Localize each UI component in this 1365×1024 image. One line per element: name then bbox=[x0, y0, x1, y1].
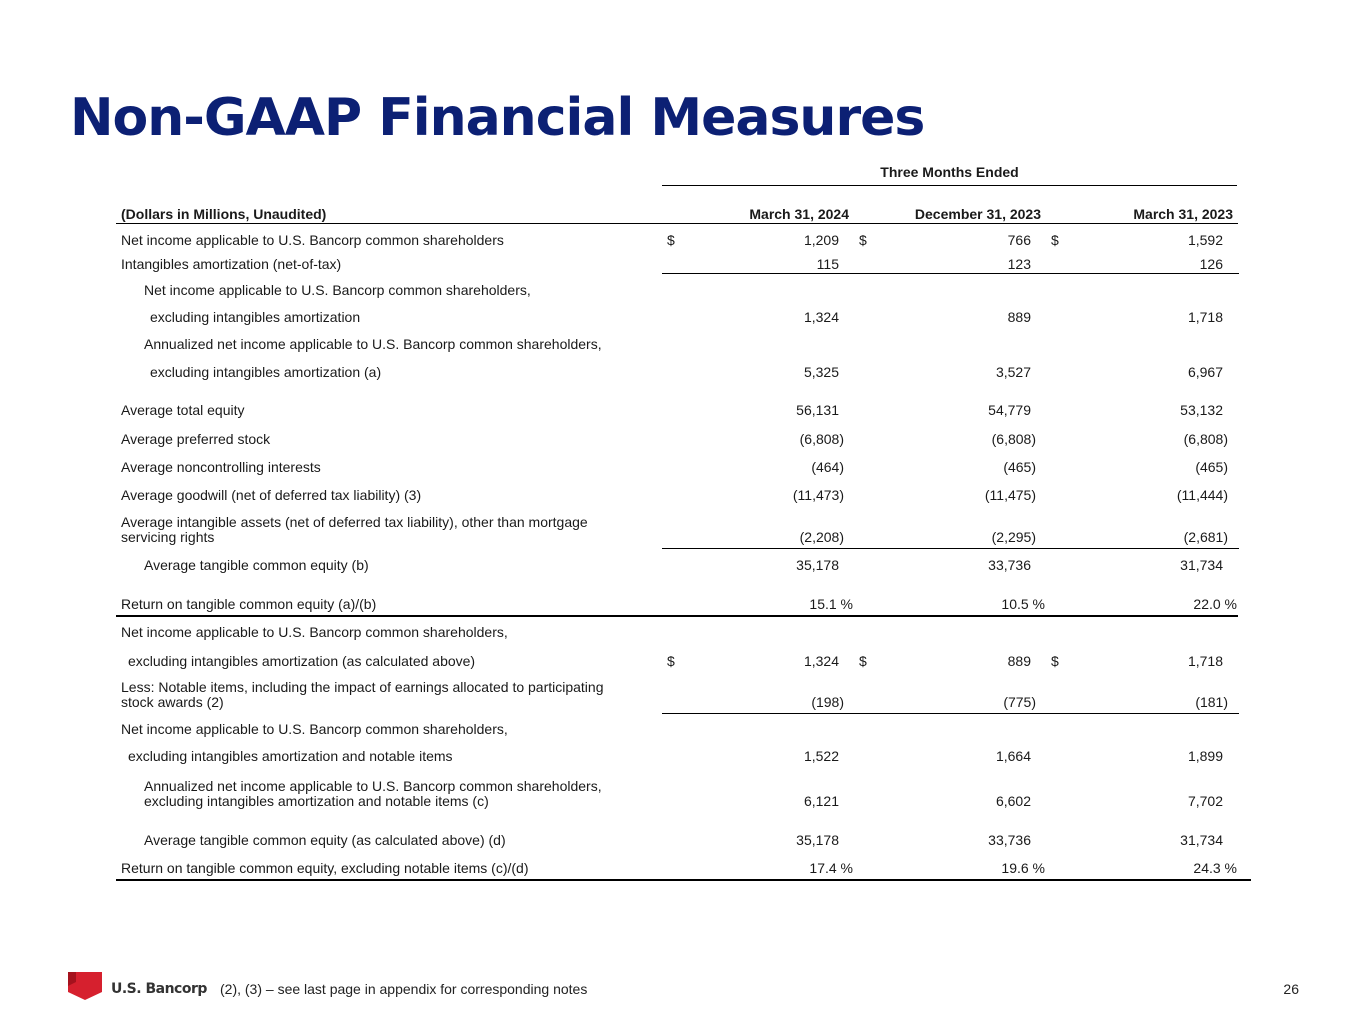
cell-value: 31,734 bbox=[1180, 832, 1223, 848]
page-title: Non-GAAP Financial Measures bbox=[70, 88, 925, 148]
table-rule bbox=[116, 615, 1238, 617]
cell-value: 123 bbox=[1007, 256, 1031, 272]
cell-value: 5,325 bbox=[803, 364, 839, 380]
cell-value: (2,681) bbox=[1183, 529, 1228, 545]
cell-value: (11,475) bbox=[984, 487, 1036, 503]
row-label-continued: excluding intangibles amortization and notable items (c) bbox=[144, 793, 489, 809]
row-label: Average intangible assets (net of deferred tax liability), other than mortgage bbox=[121, 514, 588, 530]
row-label-continued: stock awards (2) bbox=[121, 694, 224, 710]
cell-value: 1,899 bbox=[1187, 748, 1223, 764]
row-label: Annualized net income applicable to U.S. Bancorp common shareholders, bbox=[144, 336, 602, 352]
cell-value: (6,808) bbox=[991, 431, 1036, 447]
cell-value: 1,718 bbox=[1187, 653, 1223, 669]
footer-note: (2), (3) – see last page in appendix for corresponding notes bbox=[220, 981, 588, 997]
row-label: Less: Notable items, including the impact of earnings allocated to participating bbox=[121, 679, 604, 695]
period-header: Three Months Ended bbox=[662, 160, 1237, 186]
cell-value: 1,592 bbox=[1187, 232, 1223, 248]
row-label: Average total equity bbox=[121, 402, 245, 418]
row-label: Intangibles amortization (net-of-tax) bbox=[121, 256, 342, 272]
cell-value: 22.0 % bbox=[1193, 596, 1237, 612]
dollar-sign: $ bbox=[667, 232, 675, 248]
cell-value: 1,324 bbox=[803, 653, 839, 669]
table-rule bbox=[116, 223, 1238, 224]
dollar-sign: $ bbox=[859, 653, 867, 669]
cell-value: (198) bbox=[811, 694, 844, 710]
cell-value: 889 bbox=[1007, 309, 1031, 325]
cell-value: (2,295) bbox=[991, 529, 1036, 545]
cell-value: 126 bbox=[1199, 256, 1223, 272]
cell-value: 24.3 % bbox=[1193, 860, 1237, 876]
cell-value: 56,131 bbox=[796, 402, 839, 418]
cell-value: (6,808) bbox=[799, 431, 844, 447]
row-label: excluding intangibles amortization (as calculated above) bbox=[128, 653, 476, 669]
cell-value: 33,736 bbox=[988, 557, 1031, 573]
row-label: Average preferred stock bbox=[121, 431, 271, 447]
row-label: Average goodwill (net of deferred tax liability) (3) bbox=[121, 487, 422, 503]
cell-value: 3,527 bbox=[995, 364, 1031, 380]
row-label: Annualized net income applicable to U.S. Bancorp common shareholders, bbox=[144, 778, 602, 794]
row-label-continued: servicing rights bbox=[121, 529, 215, 545]
row-label: Net income applicable to U.S. Bancorp common shareholders, bbox=[121, 624, 508, 640]
cell-value: 31,734 bbox=[1180, 557, 1223, 573]
row-label: Average tangible common equity (b) bbox=[144, 557, 369, 573]
cell-value: (464) bbox=[811, 459, 844, 475]
column-header: December 31, 2023 bbox=[914, 206, 1041, 222]
row-label: excluding intangibles amortization (a) bbox=[150, 364, 382, 380]
cell-value: 19.6 % bbox=[1001, 860, 1045, 876]
cell-value: 33,736 bbox=[988, 832, 1031, 848]
dollar-sign: $ bbox=[1051, 232, 1059, 248]
row-label: Net income applicable to U.S. Bancorp common shareholders, bbox=[144, 282, 531, 298]
cell-value: (11,473) bbox=[792, 487, 844, 503]
column-header: March 31, 2024 bbox=[749, 206, 849, 222]
cell-value: 15.1 % bbox=[809, 596, 853, 612]
table-rule bbox=[662, 273, 1239, 274]
cell-value: 6,967 bbox=[1187, 364, 1223, 380]
dollar-sign: $ bbox=[859, 232, 867, 248]
column-header: March 31, 2023 bbox=[1133, 206, 1233, 222]
cell-value: 115 bbox=[816, 256, 839, 272]
row-label: excluding intangibles amortization bbox=[150, 309, 361, 325]
dollar-sign: $ bbox=[667, 653, 675, 669]
cell-value: 1,664 bbox=[995, 748, 1031, 764]
us-bancorp-logo bbox=[68, 972, 102, 1000]
cell-value: 53,132 bbox=[1180, 402, 1223, 418]
cell-value: 889 bbox=[1007, 653, 1031, 669]
cell-value: 1,209 bbox=[803, 232, 839, 248]
table-rule bbox=[116, 879, 1251, 881]
cell-value: 35,178 bbox=[796, 557, 839, 573]
page-number: 26 bbox=[1283, 981, 1299, 997]
footer-brand: U.S. Bancorp bbox=[111, 981, 207, 997]
cell-value: 6,121 bbox=[803, 793, 839, 809]
cell-value: (465) bbox=[1003, 459, 1036, 475]
cell-value: 7,702 bbox=[1187, 793, 1223, 809]
cell-value: (11,444) bbox=[1176, 487, 1228, 503]
cell-value: 1,324 bbox=[803, 309, 839, 325]
cell-value: (6,808) bbox=[1183, 431, 1228, 447]
row-label: Average noncontrolling interests bbox=[121, 459, 321, 475]
row-label: excluding intangibles amortization and notable items bbox=[128, 748, 453, 764]
cell-value: 766 bbox=[1007, 232, 1031, 248]
header-label: (Dollars in Millions, Unaudited) bbox=[121, 206, 327, 222]
cell-value: 1,718 bbox=[1187, 309, 1223, 325]
cell-value: (2,208) bbox=[799, 529, 844, 545]
cell-value: 6,602 bbox=[995, 793, 1031, 809]
cell-value: 54,779 bbox=[988, 402, 1031, 418]
cell-value: 35,178 bbox=[796, 832, 839, 848]
cell-value: (775) bbox=[1003, 694, 1036, 710]
row-label: Net income applicable to U.S. Bancorp common shareholders bbox=[121, 232, 504, 248]
row-label: Return on tangible common equity (a)/(b) bbox=[121, 596, 377, 612]
cell-value: (465) bbox=[1195, 459, 1228, 475]
table-rule bbox=[662, 548, 1239, 549]
dollar-sign: $ bbox=[1051, 653, 1059, 669]
cell-value: 17.4 % bbox=[809, 860, 853, 876]
row-label: Net income applicable to U.S. Bancorp common shareholders, bbox=[121, 721, 508, 737]
cell-value: 10.5 % bbox=[1001, 596, 1045, 612]
cell-value: (181) bbox=[1195, 694, 1228, 710]
table-rule bbox=[662, 713, 1239, 714]
row-label: Return on tangible common equity, excluding notable items (c)/(d) bbox=[121, 860, 529, 876]
row-label: Average tangible common equity (as calculated above) (d) bbox=[144, 832, 506, 848]
cell-value: 1,522 bbox=[803, 748, 839, 764]
